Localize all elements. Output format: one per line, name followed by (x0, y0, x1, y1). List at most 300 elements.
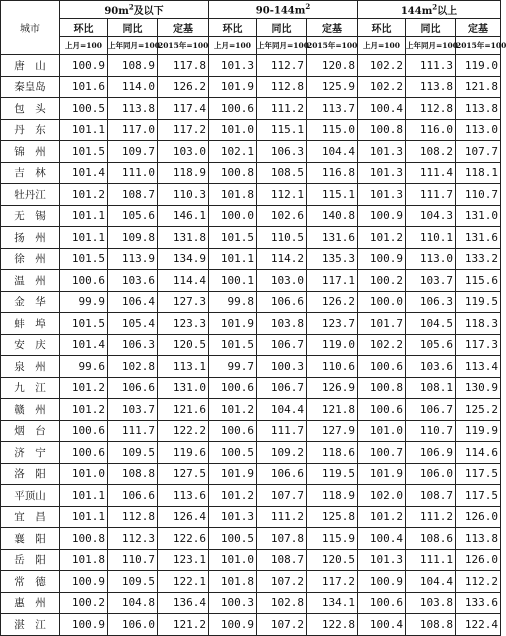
value-cell: 119.9 (456, 420, 501, 442)
value-cell: 107.2 (257, 571, 307, 593)
table-row (1, 549, 501, 571)
value-cell: 108.5 (257, 162, 307, 184)
value-cell: 107.8 (257, 528, 307, 550)
value-cell: 106.6 (257, 463, 307, 485)
value-cell: 113.0 (456, 119, 501, 141)
value-cell: 100.9 (358, 248, 406, 270)
value-cell: 117.4 (158, 98, 209, 120)
value-cell: 106.6 (108, 377, 158, 399)
value-cell: 113.4 (456, 356, 501, 378)
value-cell: 125.9 (307, 76, 358, 98)
value-cell: 100.3 (257, 356, 307, 378)
city-cell: 襄 阳 (1, 528, 60, 550)
value-cell: 101.4 (60, 334, 108, 356)
value-cell: 101.1 (60, 227, 108, 249)
value-cell: 119.0 (456, 55, 501, 77)
value-cell: 106.7 (406, 399, 456, 421)
value-cell: 106.3 (406, 291, 456, 313)
value-cell: 123.3 (158, 313, 209, 335)
table-row (1, 270, 501, 292)
value-cell: 101.8 (60, 549, 108, 571)
value-cell: 101.6 (60, 76, 108, 98)
value-cell: 109.5 (108, 571, 158, 593)
sub-header: 同比 (108, 19, 158, 37)
sub-header: 定基 (158, 19, 209, 37)
city-cell: 常 德 (1, 571, 60, 593)
value-cell: 105.6 (406, 334, 456, 356)
value-cell: 112.8 (406, 98, 456, 120)
value-cell: 100.8 (358, 377, 406, 399)
sub-header: 环比 (60, 19, 108, 37)
value-cell: 101.3 (209, 55, 257, 77)
value-cell: 114.6 (456, 442, 501, 464)
city-cell: 安 庆 (1, 334, 60, 356)
value-cell: 106.3 (257, 141, 307, 163)
value-cell: 100.6 (60, 420, 108, 442)
value-cell: 105.6 (108, 205, 158, 227)
value-cell: 113.6 (158, 485, 209, 507)
sub-header: 定基 (456, 19, 501, 37)
value-cell: 104.5 (406, 313, 456, 335)
value-cell: 113.7 (307, 98, 358, 120)
value-cell: 101.8 (209, 571, 257, 593)
table-row (1, 141, 501, 163)
value-cell: 111.2 (257, 506, 307, 528)
value-cell: 102.2 (358, 76, 406, 98)
city-cell: 洛 阳 (1, 463, 60, 485)
city-cell: 温 州 (1, 270, 60, 292)
sub-header: 环比 (209, 19, 257, 37)
value-cell: 101.1 (60, 506, 108, 528)
value-cell: 140.8 (307, 205, 358, 227)
value-cell: 103.8 (257, 313, 307, 335)
value-cell: 106.0 (108, 614, 158, 636)
value-cell: 101.2 (209, 399, 257, 421)
table-row (1, 98, 501, 120)
city-cell: 济 宁 (1, 442, 60, 464)
value-cell: 101.3 (358, 162, 406, 184)
value-cell: 104.8 (108, 592, 158, 614)
value-cell: 106.7 (257, 377, 307, 399)
group-header-small: $90m^2$及以下 (60, 1, 209, 19)
city-cell: 烟 台 (1, 420, 60, 442)
sub-header: 同比 (257, 19, 307, 37)
value-cell: 113.0 (406, 248, 456, 270)
city-cell: 无 锡 (1, 205, 60, 227)
value-cell: 113.9 (108, 248, 158, 270)
value-cell: 101.5 (60, 248, 108, 270)
value-cell: 116.0 (406, 119, 456, 141)
value-cell: 114.2 (257, 248, 307, 270)
value-cell: 117.2 (307, 571, 358, 593)
value-cell: 126.9 (307, 377, 358, 399)
base-header: 2015年=100 (456, 37, 501, 55)
value-cell: 131.6 (456, 227, 501, 249)
value-cell: 122.6 (158, 528, 209, 550)
value-cell: 122.2 (158, 420, 209, 442)
value-cell: 117.5 (456, 485, 501, 507)
value-cell: 112.7 (257, 55, 307, 77)
value-cell: 117.0 (108, 119, 158, 141)
value-cell: 121.6 (158, 399, 209, 421)
value-cell: 100.0 (358, 291, 406, 313)
value-cell: 115.9 (307, 528, 358, 550)
value-cell: 114.4 (158, 270, 209, 292)
table-row (1, 184, 501, 206)
value-cell: 111.4 (406, 162, 456, 184)
value-cell: 112.2 (456, 571, 501, 593)
value-cell: 103.6 (108, 270, 158, 292)
value-cell: 101.2 (60, 399, 108, 421)
value-cell: 118.6 (307, 442, 358, 464)
value-cell: 118.3 (456, 313, 501, 335)
table-row (1, 205, 501, 227)
value-cell: 109.7 (108, 141, 158, 163)
value-cell: 131.8 (158, 227, 209, 249)
value-cell: 101.1 (60, 485, 108, 507)
value-cell: 102.2 (358, 55, 406, 77)
value-cell: 101.9 (358, 463, 406, 485)
value-cell: 103.7 (406, 270, 456, 292)
value-cell: 101.2 (358, 506, 406, 528)
value-cell: 100.4 (358, 98, 406, 120)
value-cell: 109.2 (257, 442, 307, 464)
value-cell: 120.5 (307, 549, 358, 571)
value-cell: 101.0 (209, 549, 257, 571)
value-cell: 126.0 (456, 549, 501, 571)
value-cell: 102.8 (108, 356, 158, 378)
value-cell: 101.2 (209, 485, 257, 507)
value-cell: 100.8 (358, 119, 406, 141)
base-header: 2015年=100 (158, 37, 209, 55)
value-cell: 104.3 (406, 205, 456, 227)
value-cell: 111.7 (108, 420, 158, 442)
value-cell: 136.4 (158, 592, 209, 614)
group-header-large: $144m^2$以上 (358, 1, 501, 19)
table-row (1, 506, 501, 528)
value-cell: 100.4 (358, 528, 406, 550)
value-cell: 110.7 (406, 420, 456, 442)
sub-header: 定基 (307, 19, 358, 37)
value-cell: 112.8 (108, 506, 158, 528)
value-cell: 113.8 (456, 98, 501, 120)
value-cell: 108.1 (406, 377, 456, 399)
value-cell: 110.1 (406, 227, 456, 249)
value-cell: 101.1 (209, 248, 257, 270)
value-cell: 110.3 (158, 184, 209, 206)
base-header: 上月=100 (209, 37, 257, 55)
value-cell: 99.6 (60, 356, 108, 378)
table-row (1, 528, 501, 550)
value-cell: 113.8 (108, 98, 158, 120)
value-cell: 117.5 (456, 463, 501, 485)
value-cell: 117.2 (158, 119, 209, 141)
value-cell: 111.2 (257, 98, 307, 120)
value-cell: 109.8 (108, 227, 158, 249)
city-cell: 金 华 (1, 291, 60, 313)
value-cell: 115.1 (307, 184, 358, 206)
value-cell: 101.5 (60, 313, 108, 335)
value-cell: 101.9 (209, 76, 257, 98)
table-row (1, 592, 501, 614)
city-cell: 牡丹江 (1, 184, 60, 206)
value-cell: 101.3 (358, 549, 406, 571)
city-cell: 包 头 (1, 98, 60, 120)
value-cell: 111.7 (406, 184, 456, 206)
value-cell: 116.8 (307, 162, 358, 184)
value-cell: 105.4 (108, 313, 158, 335)
table-row (1, 356, 501, 378)
city-cell: 九 江 (1, 377, 60, 399)
value-cell: 111.3 (406, 55, 456, 77)
value-cell: 103.0 (257, 270, 307, 292)
value-cell: 100.3 (209, 592, 257, 614)
city-cell: 吉 林 (1, 162, 60, 184)
value-cell: 122.4 (456, 614, 501, 636)
value-cell: 117.1 (307, 270, 358, 292)
value-cell: 112.8 (257, 76, 307, 98)
value-cell: 100.9 (209, 614, 257, 636)
value-cell: 110.5 (257, 227, 307, 249)
city-cell: 丹 东 (1, 119, 60, 141)
value-cell: 100.5 (60, 98, 108, 120)
base-header: 上年同月=100 (108, 37, 158, 55)
value-cell: 101.8 (209, 184, 257, 206)
value-cell: 104.4 (406, 571, 456, 593)
city-cell: 惠 州 (1, 592, 60, 614)
value-cell: 125.8 (307, 506, 358, 528)
base-header: 上年同月=100 (406, 37, 456, 55)
value-cell: 119.6 (158, 442, 209, 464)
value-cell: 100.8 (60, 528, 108, 550)
table-row (1, 227, 501, 249)
value-cell: 99.7 (209, 356, 257, 378)
value-cell: 106.4 (108, 291, 158, 313)
value-cell: 101.0 (60, 463, 108, 485)
value-cell: 101.7 (358, 313, 406, 335)
value-cell: 107.2 (257, 614, 307, 636)
value-cell: 108.7 (108, 184, 158, 206)
value-cell: 108.8 (108, 463, 158, 485)
value-cell: 104.4 (257, 399, 307, 421)
value-cell: 102.8 (257, 592, 307, 614)
value-cell: 126.2 (307, 291, 358, 313)
table-row (1, 162, 501, 184)
value-cell: 108.8 (406, 614, 456, 636)
table-row (1, 55, 501, 77)
value-cell: 115.6 (456, 270, 501, 292)
table-row (1, 399, 501, 421)
value-cell: 133.2 (456, 248, 501, 270)
table-body (1, 55, 501, 636)
value-cell: 100.9 (60, 571, 108, 593)
value-cell: 112.1 (257, 184, 307, 206)
value-cell: 121.2 (158, 614, 209, 636)
value-cell: 117.3 (456, 334, 501, 356)
value-cell: 104.4 (307, 141, 358, 163)
sub-header: 环比 (358, 19, 406, 37)
city-header: 城市 (1, 1, 60, 55)
table-row (1, 485, 501, 507)
value-cell: 120.5 (158, 334, 209, 356)
city-cell: 湛 江 (1, 614, 60, 636)
city-cell: 蚌 埠 (1, 313, 60, 335)
table-row (1, 334, 501, 356)
value-cell: 123.7 (307, 313, 358, 335)
value-cell: 101.3 (209, 506, 257, 528)
value-cell: 131.0 (158, 377, 209, 399)
value-cell: 146.1 (158, 205, 209, 227)
table-row (1, 291, 501, 313)
value-cell: 107.7 (456, 141, 501, 163)
value-cell: 127.9 (307, 420, 358, 442)
value-cell: 106.6 (257, 291, 307, 313)
value-cell: 133.6 (456, 592, 501, 614)
table-row (1, 248, 501, 270)
value-cell: 100.4 (358, 614, 406, 636)
value-cell: 113.1 (158, 356, 209, 378)
value-cell: 101.5 (60, 141, 108, 163)
value-cell: 119.5 (456, 291, 501, 313)
value-cell: 100.6 (60, 270, 108, 292)
value-cell: 101.0 (358, 420, 406, 442)
value-cell: 119.0 (307, 334, 358, 356)
value-cell: 126.2 (158, 76, 209, 98)
table-row (1, 119, 501, 141)
value-cell: 135.3 (307, 248, 358, 270)
value-cell: 118.9 (158, 162, 209, 184)
value-cell: 103.8 (406, 592, 456, 614)
table-row (1, 420, 501, 442)
value-cell: 126.0 (456, 506, 501, 528)
value-cell: 101.2 (60, 377, 108, 399)
value-cell: 103.7 (108, 399, 158, 421)
value-cell: 125.2 (456, 399, 501, 421)
value-cell: 100.9 (358, 571, 406, 593)
value-cell: 101.5 (209, 227, 257, 249)
value-cell: 111.2 (406, 506, 456, 528)
value-cell: 127.3 (158, 291, 209, 313)
value-cell: 111.0 (108, 162, 158, 184)
value-cell: 101.3 (358, 184, 406, 206)
value-cell: 118.9 (307, 485, 358, 507)
value-cell: 100.8 (209, 162, 257, 184)
table-row (1, 463, 501, 485)
value-cell: 106.9 (406, 442, 456, 464)
value-cell: 111.1 (406, 549, 456, 571)
value-cell: 122.1 (158, 571, 209, 593)
value-cell: 101.1 (60, 205, 108, 227)
value-cell: 103.0 (158, 141, 209, 163)
value-cell: 111.7 (257, 420, 307, 442)
base-header: 2015年=100 (307, 37, 358, 55)
value-cell: 102.2 (358, 334, 406, 356)
value-cell: 99.9 (60, 291, 108, 313)
value-cell: 101.2 (60, 184, 108, 206)
sub-header: 同比 (406, 19, 456, 37)
city-cell: 泉 州 (1, 356, 60, 378)
value-cell: 100.6 (209, 420, 257, 442)
value-cell: 110.7 (108, 549, 158, 571)
value-cell: 100.9 (60, 614, 108, 636)
value-cell: 100.6 (209, 98, 257, 120)
value-cell: 110.7 (456, 184, 501, 206)
value-cell: 101.2 (358, 227, 406, 249)
table-row (1, 614, 501, 636)
value-cell: 108.9 (108, 55, 158, 77)
value-cell: 134.1 (307, 592, 358, 614)
value-cell: 100.5 (209, 528, 257, 550)
value-cell: 121.8 (456, 76, 501, 98)
value-cell: 122.8 (307, 614, 358, 636)
value-cell: 117.8 (158, 55, 209, 77)
value-cell: 113.8 (456, 528, 501, 550)
value-cell: 120.8 (307, 55, 358, 77)
value-cell: 101.9 (209, 463, 257, 485)
value-cell: 100.1 (209, 270, 257, 292)
table-row (1, 377, 501, 399)
value-cell: 100.6 (358, 356, 406, 378)
value-cell: 121.8 (307, 399, 358, 421)
value-cell: 112.3 (108, 528, 158, 550)
value-cell: 106.3 (108, 334, 158, 356)
city-cell: 徐 州 (1, 248, 60, 270)
value-cell: 100.2 (358, 270, 406, 292)
value-cell: 100.2 (60, 592, 108, 614)
value-cell: 115.1 (257, 119, 307, 141)
value-cell: 108.2 (406, 141, 456, 163)
table-row (1, 313, 501, 335)
base-header: 上年同月=100 (257, 37, 307, 55)
value-cell: 108.6 (406, 528, 456, 550)
city-cell: 岳 阳 (1, 549, 60, 571)
value-cell: 99.8 (209, 291, 257, 313)
city-cell: 锦 州 (1, 141, 60, 163)
table-row (1, 442, 501, 464)
base-header: 上月=100 (358, 37, 406, 55)
value-cell: 114.0 (108, 76, 158, 98)
value-cell: 100.9 (358, 205, 406, 227)
value-cell: 101.5 (209, 334, 257, 356)
value-cell: 131.0 (456, 205, 501, 227)
group-header-mid: $90-144m^2$ (209, 1, 358, 19)
value-cell: 115.0 (307, 119, 358, 141)
value-cell: 101.4 (60, 162, 108, 184)
value-cell: 106.6 (108, 485, 158, 507)
value-cell: 100.6 (209, 377, 257, 399)
value-cell: 119.5 (307, 463, 358, 485)
value-cell: 102.6 (257, 205, 307, 227)
table-row (1, 76, 501, 98)
value-cell: 100.9 (60, 55, 108, 77)
value-cell: 101.0 (209, 119, 257, 141)
base-header: 上月=100 (60, 37, 108, 55)
city-cell: 平顶山 (1, 485, 60, 507)
value-cell: 110.6 (307, 356, 358, 378)
value-cell: 100.6 (60, 442, 108, 464)
city-cell: 唐 山 (1, 55, 60, 77)
value-cell: 113.8 (406, 76, 456, 98)
value-cell: 100.5 (209, 442, 257, 464)
value-cell: 108.7 (406, 485, 456, 507)
value-cell: 102.1 (209, 141, 257, 163)
value-cell: 100.6 (358, 399, 406, 421)
city-cell: 赣 州 (1, 399, 60, 421)
value-cell: 118.1 (456, 162, 501, 184)
value-cell: 108.7 (257, 549, 307, 571)
value-cell: 109.5 (108, 442, 158, 464)
table-row (1, 571, 501, 593)
